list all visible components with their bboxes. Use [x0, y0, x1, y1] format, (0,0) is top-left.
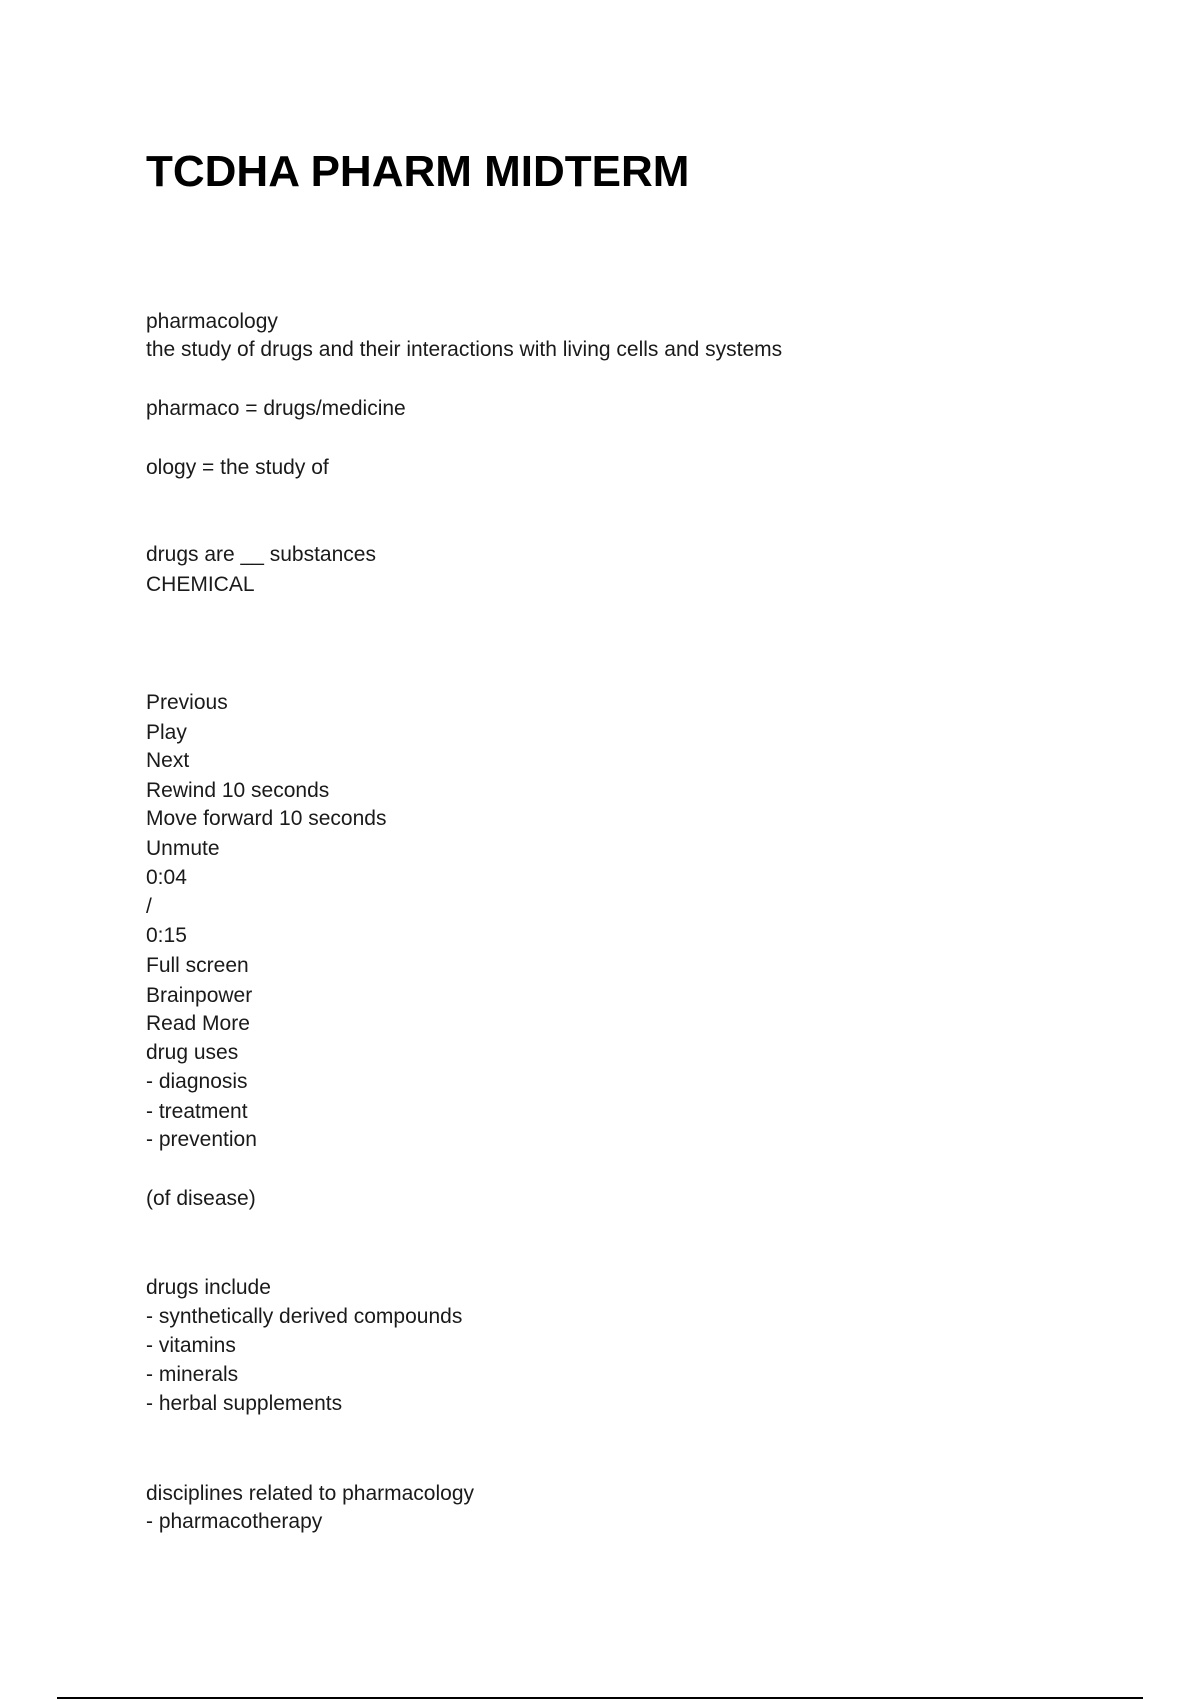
footer-divider — [57, 1697, 1143, 1699]
card-term: drugs are __ substances — [146, 543, 376, 566]
duration: 0:15 — [146, 924, 187, 947]
document-title: TCDHA PHARM MIDTERM — [146, 147, 690, 196]
card-definition-line: ology = the study of — [146, 456, 329, 479]
card-definition-line: - diagnosis — [146, 1070, 248, 1093]
previous-button[interactable]: Previous — [146, 691, 228, 714]
full-screen-button[interactable]: Full screen — [146, 954, 249, 977]
card-term: drugs include — [146, 1276, 271, 1299]
card-definition-line: - herbal supplements — [146, 1392, 343, 1415]
forward-button[interactable]: Move forward 10 seconds — [146, 807, 387, 830]
card-definition-line: - vitamins — [146, 1334, 236, 1357]
card-definition-line: - treatment — [146, 1100, 248, 1123]
card-term: pharmacology — [146, 310, 278, 333]
card-definition-line: the study of drugs and their interactions with living cells and systems — [146, 338, 783, 361]
card-definition-line: CHEMICAL — [146, 573, 255, 596]
card-definition-line: - synthetically derived compounds — [146, 1305, 463, 1328]
current-time: 0:04 — [146, 866, 187, 889]
brainpower-label: Brainpower — [146, 984, 253, 1007]
read-more-link[interactable]: Read More — [146, 1012, 250, 1035]
card-definition-line: pharmaco = drugs/medicine — [146, 397, 406, 420]
card-definition-line: (of disease) — [146, 1187, 256, 1210]
next-button[interactable]: Next — [146, 749, 190, 772]
unmute-button[interactable]: Unmute — [146, 837, 220, 860]
card-definition-line: - prevention — [146, 1128, 257, 1151]
card-term: drug uses — [146, 1041, 239, 1064]
card-definition-line: - pharmacotherapy — [146, 1510, 323, 1533]
rewind-button[interactable]: Rewind 10 seconds — [146, 779, 330, 802]
card-definition-line: - minerals — [146, 1363, 239, 1386]
card-term: disciplines related to pharmacology — [146, 1482, 475, 1505]
time-separator: / — [146, 895, 152, 918]
play-button[interactable]: Play — [146, 721, 187, 744]
